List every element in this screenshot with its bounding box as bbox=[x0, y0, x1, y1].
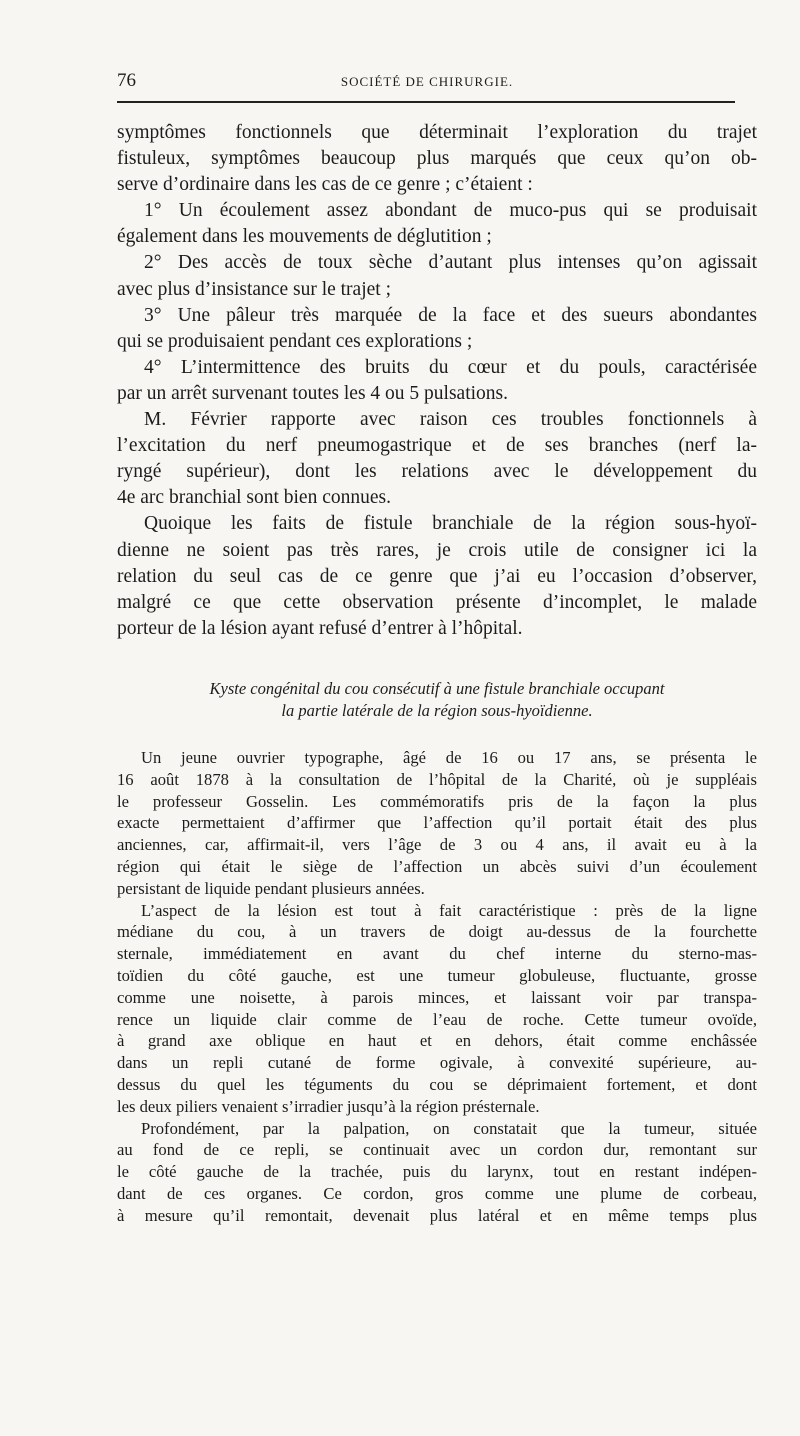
text-line: 1° Un écoulement assez abondant de muco-pus qui se produisait bbox=[144, 200, 757, 222]
top-text-block bbox=[117, 120, 757, 642]
section-heading-line-1: Kyste congénital du cou consécutif à une fistule branchiale occupant bbox=[209, 679, 665, 698]
text-line: persistant de liquide pendant plusieurs années. bbox=[117, 878, 425, 898]
header-rule bbox=[117, 101, 735, 103]
text-line: à grand axe oblique en haut et en dehors, était comme enchâssée bbox=[117, 1031, 757, 1051]
text-line: porteur de la lésion ayant refusé d’entrer à l’hôpital. bbox=[117, 617, 523, 639]
text-line: sternale, immédiatement en avant du chef interne du sterno-mas- bbox=[117, 944, 757, 964]
section-heading-line-2: la partie latérale de la région sous-hyoïdienne. bbox=[281, 701, 593, 720]
text-line: comme une noisette, à parois minces, et laissant voir par transpa- bbox=[117, 987, 757, 1007]
text-line: 3° Une pâleur très marquée de la face et des sueurs abondantes bbox=[144, 304, 757, 326]
text-line: serve d’ordinaire dans les cas de ce genre ; c’étaient : bbox=[117, 174, 533, 196]
text-line: malgré ce que cette observation présente d’incomplet, le malade bbox=[117, 591, 757, 613]
text-line: 2° Des accès de toux sèche d’autant plus intenses qu’on agissait bbox=[144, 252, 757, 274]
text-line: médiane du cou, à un travers de doigt au-dessus de la fourchette bbox=[117, 922, 757, 942]
text-line: Un jeune ouvrier typographe, âgé de 16 ou 17 ans, se présenta le bbox=[141, 748, 757, 767]
section-heading bbox=[117, 678, 757, 722]
page-header bbox=[117, 70, 737, 96]
text-line: M. Février rapporte avec raison ces troubles fonctionnels à bbox=[144, 409, 757, 431]
text-line: 4e arc branchial sont bien connues. bbox=[117, 487, 391, 509]
text-line: les deux piliers venaient s’irradier jusqu’à la région présternale. bbox=[117, 1096, 540, 1116]
text-line: région qui était le siège de l’affection un abcès suivi d’un écoulement bbox=[117, 856, 757, 876]
text-line: le côté gauche de la trachée, puis du larynx, tout en restant indépen- bbox=[117, 1162, 757, 1182]
text-line: anciennes, car, affirmait-il, vers l’âge de 3 ou 4 ans, il avait eu à la bbox=[117, 835, 757, 855]
text-line: Quoique les faits de fistule branchiale de la région sous-hyoï- bbox=[144, 513, 757, 535]
text-line: dans un repli cutané de forme ogivale, à convexité supérieure, au- bbox=[117, 1053, 757, 1073]
text-line: 4° L’intermittence des bruits du cœur et du pouls, caractérisée bbox=[144, 356, 757, 378]
page-number: 76 bbox=[117, 70, 136, 91]
text-line: 16 août 1878 à la consultation de l’hôpital de la Charité, où je suppléais bbox=[117, 769, 757, 789]
text-line: au fond de ce repli, se continuait avec un cordon dur, remontant sur bbox=[117, 1140, 757, 1160]
text-line: dessus du quel les téguments du cou se déprimaient fortement, et dont bbox=[117, 1074, 757, 1094]
text-line: par un arrêt survenant toutes les 4 ou 5 pulsations. bbox=[117, 382, 508, 404]
text-line: dant de ces organes. Ce cordon, gros comme une plume de corbeau, bbox=[117, 1183, 757, 1203]
text-line: le professeur Gosselin. Les commémoratifs pris de la façon la plus bbox=[117, 791, 757, 811]
text-line: également dans les mouvements de déglutition ; bbox=[117, 226, 492, 248]
text-line: fistuleux, symptômes beaucoup plus marqués que ceux qu’on ob- bbox=[117, 148, 757, 170]
text-line: exacte permettaient d’affirmer que l’affection qu’il portait était des plus bbox=[117, 813, 757, 833]
text-line: qui se produisaient pendant ces explorations ; bbox=[117, 330, 473, 352]
text-line: à mesure qu’il remontait, devenait plus latéral et en même temps plus bbox=[117, 1205, 757, 1225]
text-line: ryngé supérieur), dont les relations avec le développement du bbox=[117, 461, 757, 483]
text-line: dienne ne soient pas très rares, je crois utile de consigner ici la bbox=[117, 539, 757, 561]
text-line: Profondément, par la palpation, on constatait que la tumeur, située bbox=[141, 1118, 757, 1138]
text-line: toïdien du côté gauche, est une tumeur globuleuse, fluctuante, grosse bbox=[117, 965, 757, 985]
text-line: L’aspect de la lésion est tout à fait caractéristique : près de la ligne bbox=[141, 900, 757, 920]
running-title: SOCIÉTÉ DE CHIRURGIE. bbox=[340, 74, 514, 89]
text-line: symptômes fonctionnels que déterminait l’exploration du trajet bbox=[117, 122, 757, 143]
text-line: relation du seul cas de ce genre que j’ai eu l’occasion d’observer, bbox=[117, 565, 757, 587]
body-text-block bbox=[117, 747, 757, 1227]
text-line: rence un liquide clair comme de l’eau de roche. Cette tumeur ovoïde, bbox=[117, 1009, 757, 1029]
text-line: avec plus d’insistance sur le trajet ; bbox=[117, 278, 391, 300]
text-line: l’excitation du nerf pneumogastrique et de ses branches (nerf la- bbox=[117, 435, 757, 457]
